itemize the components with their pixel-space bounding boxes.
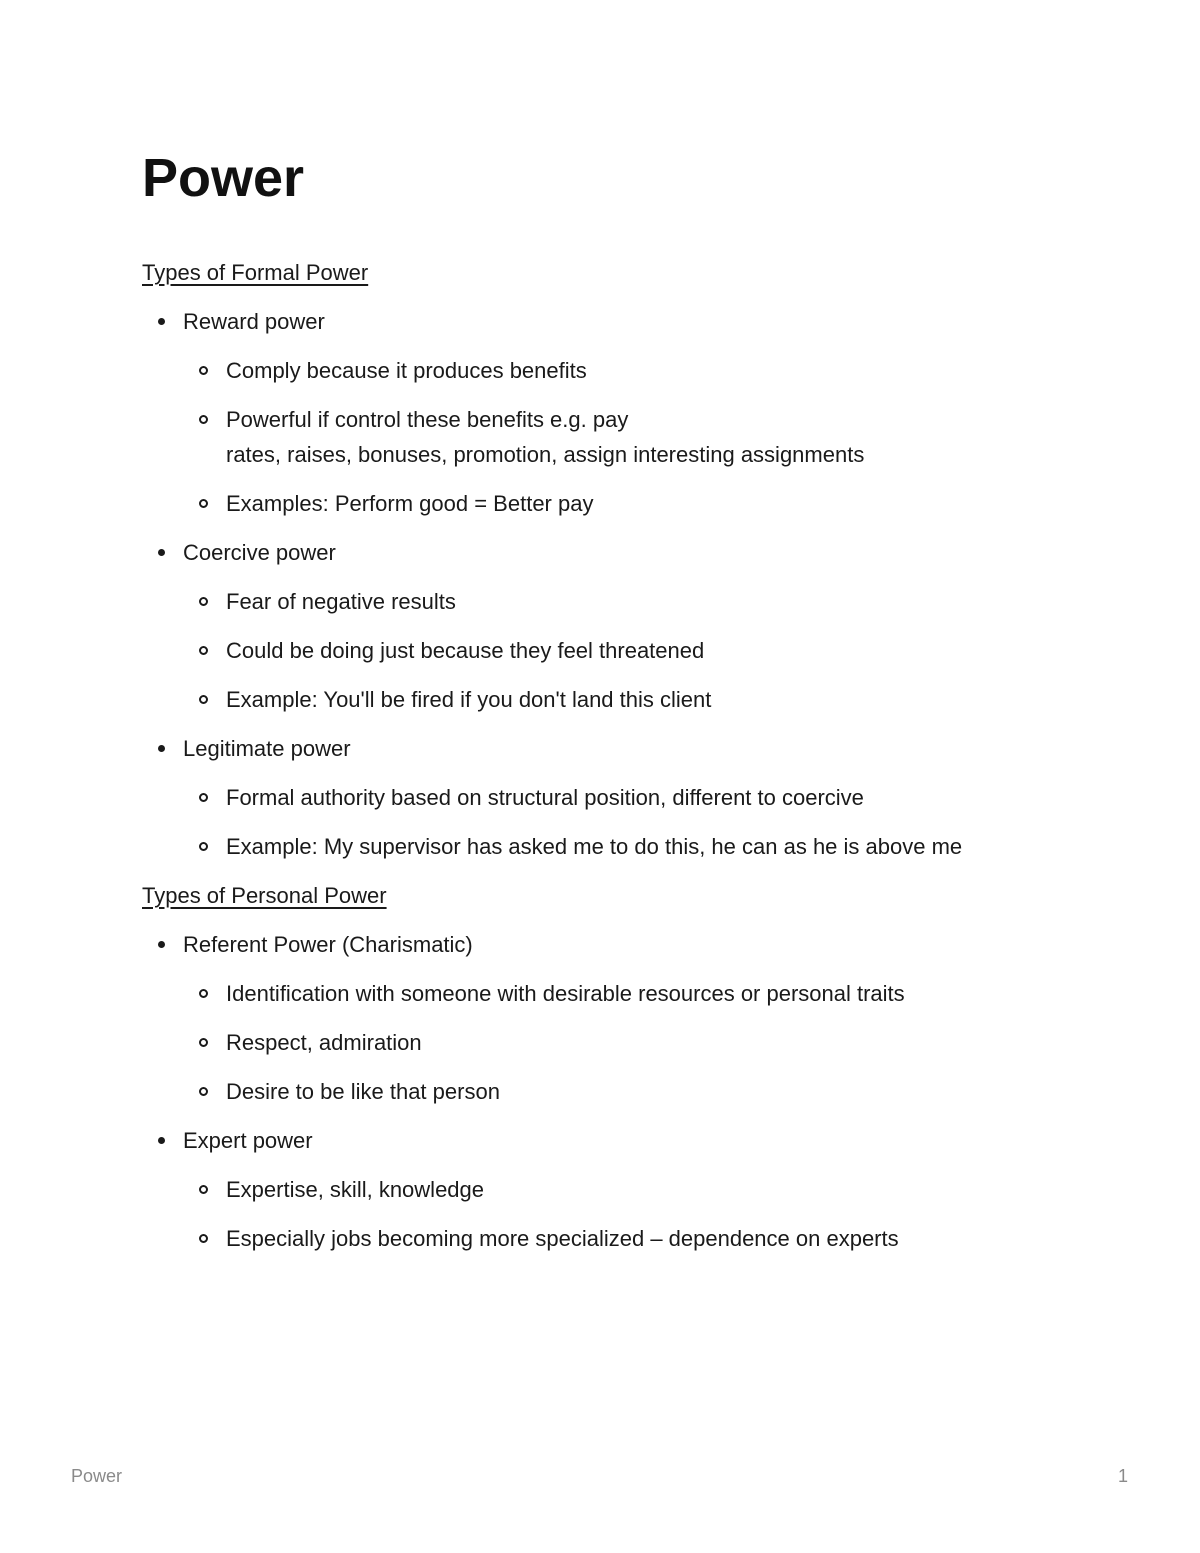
list-item: [142, 1123, 1142, 1256]
list-item-label: Referent Power (Charismatic): [183, 932, 473, 957]
hollow-bullet-icon: [199, 1185, 208, 1194]
sub-bullet-list: [183, 584, 1142, 717]
footer-page-number: 1: [1117, 1466, 1128, 1486]
bullet-icon: [158, 941, 165, 948]
list-item: [142, 927, 1142, 1109]
sub-list-item: [183, 1025, 1142, 1060]
sub-list-item: [183, 353, 1142, 388]
section-heading: Types of Personal Power: [142, 883, 387, 908]
sub-bullet-list: [183, 1172, 1142, 1256]
sub-list-item: [183, 1221, 1142, 1256]
sub-list-item: [183, 1172, 1142, 1207]
sub-list-item-text: Respect, admiration: [226, 1030, 422, 1055]
sub-list-item: [183, 682, 1142, 717]
hollow-bullet-icon: [199, 415, 208, 424]
sub-bullet-list: [183, 353, 1142, 521]
list-item: [142, 304, 1142, 521]
bullet-list: [142, 304, 1142, 864]
document-body: [142, 255, 1142, 1270]
sub-list-item-text: Comply because it produces benefits: [226, 358, 587, 383]
sub-bullet-list: [183, 780, 1142, 864]
bullet-icon: [158, 318, 165, 325]
sub-list-item: [183, 976, 1142, 1011]
sub-list-item-text: Could be doing just because they feel threatened: [226, 638, 705, 663]
sub-list-item-text: Examples: Perform good = Better pay: [226, 491, 594, 516]
bullet-icon: [158, 745, 165, 752]
hollow-bullet-icon: [199, 695, 208, 704]
section-formal-power: [142, 255, 1142, 864]
list-item-label: Reward power: [183, 309, 325, 334]
footer-document-name: Power: [71, 1466, 123, 1486]
page-title: Power: [142, 148, 305, 208]
bullet-icon: [158, 1137, 165, 1144]
section-heading: Types of Formal Power: [142, 260, 369, 285]
list-item-label: Expert power: [183, 1128, 313, 1153]
sub-list-item-text: Example: My supervisor has asked me to do this, he can as he is above me: [226, 834, 963, 859]
list-item-label: Legitimate power: [183, 736, 351, 761]
list-item: [142, 731, 1142, 864]
hollow-bullet-icon: [199, 499, 208, 508]
bullet-icon: [158, 549, 165, 556]
sub-list-item-text: Formal authority based on structural position, different to coercive: [226, 785, 864, 810]
sub-list-item: [183, 780, 1142, 815]
hollow-bullet-icon: [199, 842, 208, 851]
hollow-bullet-icon: [199, 597, 208, 606]
sub-list-item-text: Expertise, skill, knowledge: [226, 1177, 485, 1202]
sub-bullet-list: [183, 976, 1142, 1109]
hollow-bullet-icon: [199, 1038, 208, 1047]
sub-list-item: [183, 402, 1142, 472]
sub-list-item-text: Identification with someone with desirable resources or personal traits: [226, 981, 905, 1006]
sub-list-item: [183, 584, 1142, 619]
section-personal-power: [142, 878, 1142, 1256]
hollow-bullet-icon: [199, 1234, 208, 1243]
sub-list-item: [183, 1074, 1142, 1109]
hollow-bullet-icon: [199, 1087, 208, 1096]
sub-list-item-text: Example: You'll be fired if you don't land this client: [226, 687, 712, 712]
sub-list-item-text: Especially jobs becoming more specialized – dependence on experts: [226, 1226, 899, 1251]
sub-list-item-text: Fear of negative results: [226, 589, 456, 614]
sub-list-item: [183, 633, 1142, 668]
hollow-bullet-icon: [199, 989, 208, 998]
hollow-bullet-icon: [199, 366, 208, 375]
bullet-list: [142, 927, 1142, 1256]
sub-list-item-text: Desire to be like that person: [226, 1079, 500, 1104]
list-item: [142, 535, 1142, 717]
sub-list-item-text: Powerful if control these benefits e.g. pay rates, raises, bonuses, promotion, assign interesting assignments: [226, 407, 865, 467]
sub-list-item: [183, 486, 1142, 521]
list-item-label: Coercive power: [183, 540, 336, 565]
sub-list-item: [183, 829, 1142, 864]
hollow-bullet-icon: [199, 793, 208, 802]
hollow-bullet-icon: [199, 646, 208, 655]
